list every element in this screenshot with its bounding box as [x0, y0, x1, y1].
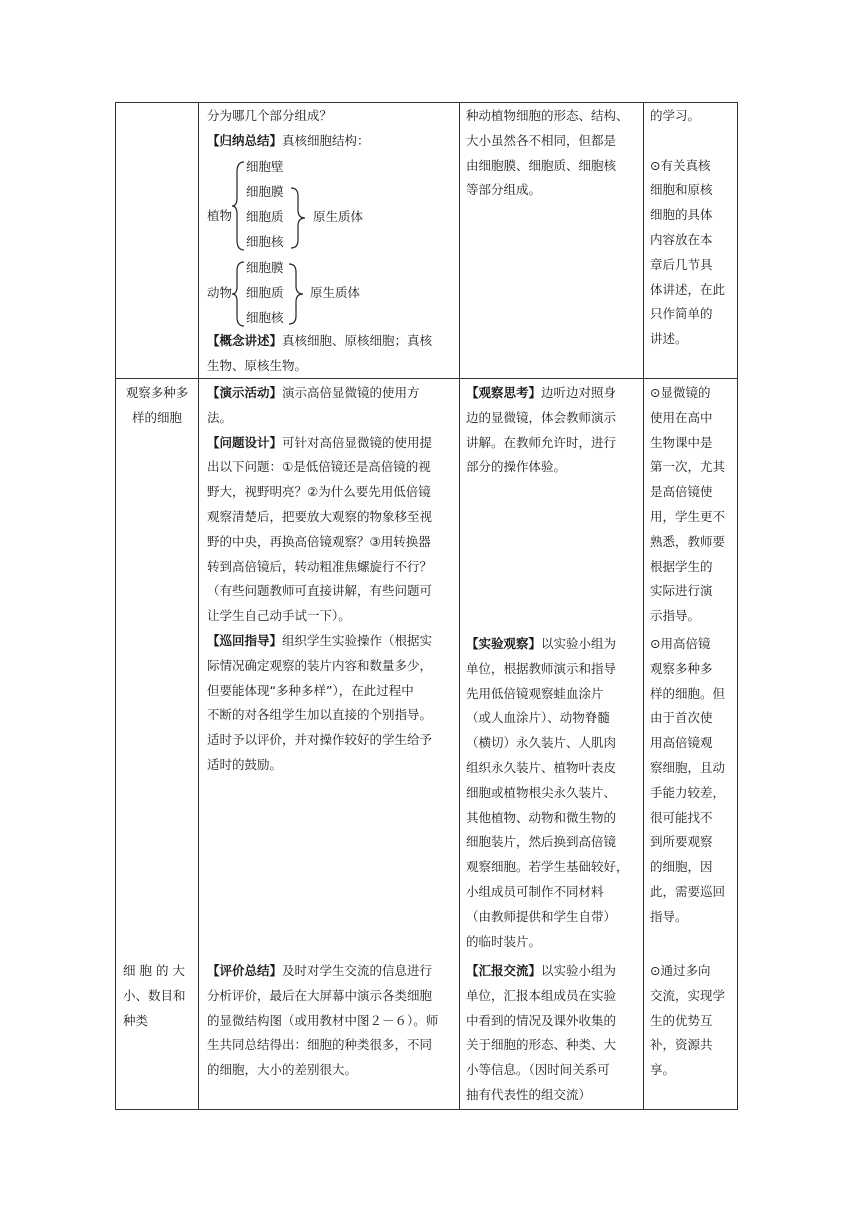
- design-line: 交流，实现学: [650, 987, 726, 1003]
- plant-part-cytoplasm: 细胞质: [246, 209, 284, 224]
- eval-line: 及时对学生交流的信息进行: [282, 963, 433, 978]
- eval-cell: [207, 959, 453, 1083]
- row1-design-line: 内容放在本: [650, 231, 713, 247]
- summary-tag: 【归纳总结】: [207, 132, 283, 148]
- topic-line: 细 胞 的 大: [123, 963, 185, 978]
- design-line: 观察多种多: [650, 660, 713, 676]
- question-line: 野大，视野明亮？②为什么要先用低倍镜: [207, 484, 431, 500]
- design-line: 第一次，尤其: [650, 459, 726, 475]
- design-line: 实际进行演: [650, 583, 713, 599]
- design-line: 样的细胞。但: [650, 685, 726, 701]
- design-line: 补，资源共: [650, 1037, 713, 1053]
- report-tag: 【汇报交流】: [466, 963, 542, 978]
- row2-teacher-cell: [207, 381, 453, 778]
- plant-part-wall: 细胞壁: [246, 159, 284, 174]
- design-note-observation: [650, 632, 732, 930]
- patrol-line: 组织学生实验操作（根据实: [282, 632, 433, 648]
- concept-tag: 【概念讲述】: [207, 333, 283, 348]
- design-note-microscope: [650, 381, 732, 629]
- question-paragraph: [207, 431, 453, 456]
- row1-design-line: 细胞和原核: [650, 182, 713, 198]
- design-line: 指导。: [650, 908, 688, 924]
- observe-line: 边听边对照身: [541, 385, 617, 400]
- report-line: 抽有代表性的组交流）: [466, 1086, 592, 1102]
- demo-tag: 【演示活动】: [207, 385, 283, 400]
- experiment-line: 的临时装片。: [466, 933, 542, 949]
- table-border-col3: [643, 102, 644, 1110]
- design-line: 手能力较差，: [650, 784, 726, 800]
- eval-line: 的细胞，大小的差别很大。: [207, 1062, 358, 1078]
- plant-part-membrane: 细胞膜: [246, 184, 284, 199]
- plant-protoplast-label: 原生质体: [313, 209, 364, 224]
- patrol-line: 际情况确定观察的装片内容和数量多少，: [207, 657, 433, 673]
- demo-paragraph: [207, 381, 453, 406]
- report-line: 中看到的情况及课外收集的: [466, 1012, 617, 1028]
- report-line: 单位，汇报本组成员在实验: [466, 987, 617, 1003]
- design-note-exchange: [650, 959, 732, 1083]
- design-line: 到所要观察: [650, 834, 713, 850]
- animal-part-cytoplasm: 细胞质: [246, 285, 284, 300]
- row1-design-line: 的学习。: [650, 108, 701, 123]
- report-line: 小等信息。（因时间关系可: [466, 1062, 610, 1078]
- design-line: 察细胞，且动: [650, 759, 726, 775]
- report-paragraph: [466, 959, 638, 984]
- design-line: 是高倍镜使: [650, 484, 713, 500]
- demo-line: 法。: [207, 409, 233, 425]
- design-line: 由于首次使: [650, 710, 713, 726]
- row1-intro-text: 分为哪几个部分组成？: [207, 108, 333, 123]
- observe-line: 部分的操作体验。: [466, 459, 567, 475]
- row1-design-line: 讲述。: [650, 331, 688, 347]
- experiment-line: 单位，根据教师演示和指导: [466, 660, 617, 676]
- topic-line: 小、数目和: [123, 987, 186, 1003]
- row1-design-cell: [650, 104, 732, 352]
- patrol-line: 但要能体现“多种多样”），在此过程中: [207, 682, 414, 698]
- demo-line: 演示高倍显微镜的使用方: [282, 385, 420, 400]
- question-line: 观察清楚后，把要放大观察的物象移至视: [207, 508, 433, 524]
- plant-protoplast-brace-icon: [290, 186, 306, 250]
- design-line: 生物课中是: [650, 434, 713, 450]
- experiment-line: 细胞或植物根尖永久装片、: [466, 784, 617, 800]
- experiment-line: （横切）永久装片、人肌肉: [466, 735, 617, 751]
- experiment-line: （或人血涂片）、动物脊髓: [466, 710, 610, 726]
- table-border-left: [115, 102, 116, 1110]
- question-line: 转到高倍镜后，转动粗准焦螺旋行不行？: [207, 558, 433, 574]
- animal-label: 动物: [207, 285, 233, 300]
- animal-part-nucleus: 细胞核: [246, 310, 284, 325]
- plant-label: 植物: [207, 208, 233, 223]
- row1-student-line: 种动植物细胞的形态、结构、: [466, 108, 629, 123]
- experiment-line: 细胞装片，然后换到高倍镜: [466, 834, 617, 850]
- table-border-top: [115, 102, 738, 103]
- animal-brace-icon: [231, 260, 245, 328]
- design-line: 示指导。: [650, 608, 701, 624]
- observe-cell: [466, 381, 638, 480]
- topic-observe-cells: [120, 381, 194, 431]
- row1-student-cell: [466, 104, 638, 203]
- design-line: 熟悉，教师要: [650, 533, 726, 549]
- concept-text-2: 生物、原核生物。: [207, 357, 308, 373]
- eval-tag: 【评价总结】: [207, 963, 283, 978]
- design-line: 很可能找不: [650, 809, 713, 825]
- question-line: 出以下问题：①是低倍镜还是高倍镜的视: [207, 459, 431, 475]
- experiment-tag: 【实验观察】: [466, 636, 542, 651]
- experiment-paragraph: [466, 632, 638, 657]
- report-line: 关于细胞的形态、种类、大: [466, 1037, 617, 1053]
- design-line: 用高倍镜观: [650, 735, 713, 751]
- experiment-line: 组织永久装片、植物叶表皮: [466, 759, 617, 775]
- topic-line: 观察多种多: [125, 385, 189, 400]
- concept-paragraph: [207, 329, 453, 354]
- design-line: 根据学生的: [650, 558, 713, 574]
- question-line: 可针对高倍显微镜的使用提: [282, 434, 433, 450]
- row1-student-line: 大小虽然各不相同，但都是: [466, 132, 617, 148]
- eval-paragraph: [207, 959, 453, 984]
- plant-part-nucleus: 细胞核: [246, 234, 284, 249]
- eval-line: 生共同总结得出：细胞的种类很多，不同: [207, 1037, 433, 1053]
- row1-student-line: 由细胞膜、细胞质、细胞核: [466, 157, 617, 173]
- table-border-col1: [198, 102, 199, 1110]
- observe-line: 边的显微镜，体会教师演示: [466, 409, 617, 425]
- concept-cell: [207, 329, 453, 379]
- table-border-right: [737, 102, 738, 1110]
- design-line: 此，需要巡回: [650, 883, 726, 899]
- design-line: 用，学生更不: [650, 508, 726, 524]
- row1-design-line: 章后几节具: [650, 256, 713, 272]
- design-line: 的细胞，因: [650, 859, 713, 875]
- experiment-line: 其他植物、动物和微生物的: [466, 809, 617, 825]
- question-tag: 【问题设计】: [207, 434, 283, 450]
- experiment-line: 先用低倍镜观察蛙血涂片: [466, 685, 604, 701]
- topic-cell-size: [123, 959, 195, 1033]
- table-border-col2: [459, 102, 460, 1110]
- observe-line: 讲解。在教师允许时，进行: [466, 434, 617, 450]
- summary-paragraph: [207, 129, 453, 154]
- design-line: 享。: [650, 1062, 676, 1078]
- experiment-line: 观察细胞。若学生基础较好，: [466, 859, 629, 875]
- row1-design-line: 体讲述，在此: [650, 281, 726, 297]
- row1-design-line: [650, 129, 732, 154]
- observe-tag: 【观察思考】: [466, 385, 542, 400]
- table-border-bottom: [115, 1109, 738, 1110]
- eval-line: 分析评价，最后在大屏幕中演示各类细胞: [207, 987, 433, 1003]
- design-line: ⊙通过多向: [650, 963, 711, 978]
- question-line: 野的中央，再换高倍镜观察？③用转换器: [207, 533, 431, 549]
- patrol-paragraph: [207, 629, 453, 654]
- animal-part-membrane: 细胞膜: [246, 260, 284, 275]
- topic-line: 种类: [123, 1012, 149, 1028]
- observe-paragraph: [466, 381, 638, 406]
- experiment-line: 以实验小组为: [541, 636, 617, 651]
- eval-line: 的显微结构图（或用教材中图２－６）。师: [207, 1012, 439, 1028]
- design-line: 使用在高中: [650, 409, 713, 425]
- animal-protoplast-brace-icon: [288, 262, 304, 326]
- experiment-cell: [466, 632, 638, 954]
- design-line: ⊙显微镜的: [650, 385, 711, 400]
- row1-teacher-cell: [207, 104, 453, 154]
- row1-student-line: 等部分组成。: [466, 182, 542, 198]
- design-line: ⊙用高倍镜: [650, 636, 711, 651]
- animal-protoplast-label: 原生质体: [310, 285, 361, 300]
- experiment-line: 小组成员可制作不同材料: [466, 883, 604, 899]
- patrol-tag: 【巡回指导】: [207, 632, 283, 648]
- design-line: 生的优势互: [650, 1012, 713, 1028]
- concept-text-1: 真核细胞、原核细胞；真核: [282, 333, 433, 348]
- plant-brace-icon: [231, 160, 245, 252]
- question-line: 让学生自己动手试一下）。: [207, 608, 351, 624]
- report-cell: [466, 959, 638, 1108]
- patrol-line: 不断的对各组学生加以直接的个别指导。: [207, 707, 433, 723]
- patrol-line: 适时的鼓励。: [207, 756, 283, 772]
- experiment-line: （由教师提供和学生自带）: [466, 908, 617, 924]
- summary-text: 真核细胞结构：: [282, 132, 370, 148]
- question-line: （有些问题教师可直接讲解，有些问题可: [207, 583, 433, 599]
- topic-line: 样的细胞: [131, 409, 182, 425]
- patrol-line: 适时予以评价，并对操作较好的学生给予: [207, 732, 433, 748]
- row1-design-line: 只作简单的: [650, 306, 713, 322]
- row1-design-line: ⊙有关真核: [650, 157, 711, 173]
- row1-design-line: 细胞的具体: [650, 207, 713, 223]
- report-line: 以实验小组为: [541, 963, 617, 978]
